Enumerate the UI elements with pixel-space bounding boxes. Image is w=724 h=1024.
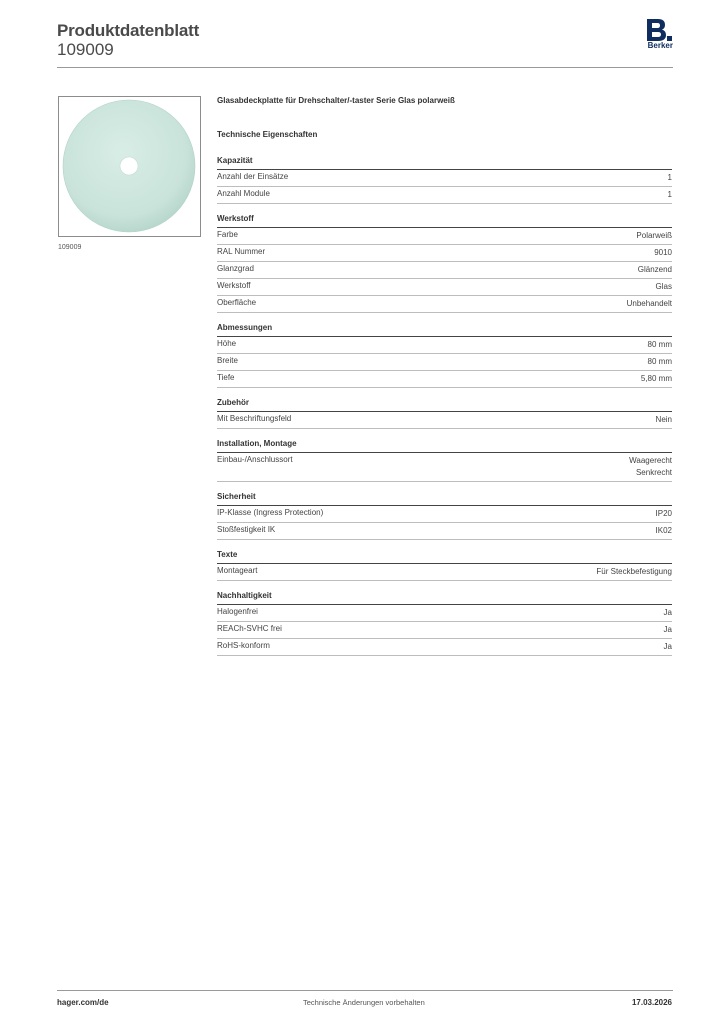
properties-sections [217,156,672,656]
property-label: REACh-SVHC frei [217,624,282,633]
property-value [648,356,672,368]
property-label: Tiefe [217,373,235,382]
property-row [217,337,672,354]
footer-disclaimer: Technische Änderungen vorbehalten [303,998,425,1007]
property-row [217,228,672,245]
property-row [217,187,672,204]
property-section [217,156,672,204]
property-label: Einbau-/Anschlussort [217,455,293,464]
property-value [664,641,672,653]
property-row [217,523,672,540]
property-value-line: 80 mm [647,340,672,349]
property-label: Oberfläche [217,298,257,307]
property-value [656,281,672,293]
property-row [217,245,672,262]
section-title: Abmessungen [217,323,672,337]
property-value-line: Für Steckbefestigung [596,567,672,576]
property-row [217,564,672,581]
property-value-line: 5,80 mm [640,374,672,383]
section-title: Nachhaltigkeit [217,591,672,605]
property-label: Glanzgrad [217,264,254,273]
property-label: Halogenfrei [217,607,258,616]
property-label: RoHS-konform [217,641,270,650]
property-value [654,247,672,259]
section-title: Installation, Montage [217,439,672,453]
property-value [668,189,672,201]
property-value-line: IK02 [655,526,672,535]
property-label: Stoßfestigkeit IK [217,525,276,534]
page-header [57,21,673,67]
property-row [217,605,672,622]
berker-logo [639,18,673,54]
property-label: Werkstoff [217,281,251,290]
property-value-line: 80 mm [647,357,672,366]
property-value-line: Waagerecht [629,456,672,465]
section-title: Sicherheit [217,492,672,506]
property-value [656,508,672,520]
property-value [641,373,672,385]
property-row [217,506,672,523]
property-value-line: 9010 [654,248,672,257]
property-row [217,262,672,279]
property-value-line: 1 [667,190,672,199]
document-title: Produktdatenblatt [57,21,200,40]
footer-date: 17.03.2026 [631,998,672,1007]
property-value-line: Nein [655,415,672,424]
property-value [664,624,672,636]
property-label: Breite [217,356,238,365]
property-row [217,622,672,639]
product-name: Glasabdeckplatte für Drehschalter/-taster Serie Glas polarweiß [217,96,455,105]
product-image [58,96,201,237]
property-row [217,412,672,429]
property-section [217,398,672,429]
property-value-line: Senkrecht [635,468,672,477]
property-value [656,525,672,537]
footer-divider [57,990,673,991]
property-section [217,439,672,482]
property-section [217,323,672,388]
property-section [217,214,672,313]
section-title: Kapazität [217,156,672,170]
header-divider [57,67,673,68]
property-value-line: Polarweiß [636,231,672,240]
property-row [217,639,672,656]
section-title: Zubehör [217,398,672,412]
property-label: Farbe [217,230,238,239]
property-value-line: Ja [663,608,672,617]
section-title: Werkstoff [217,214,672,228]
property-value-line: Unbehandelt [626,299,672,308]
section-title: Texte [217,550,672,564]
property-value-line: Glänzend [637,265,672,274]
property-label: IP-Klasse (Ingress Protection) [217,508,324,517]
property-row [217,279,672,296]
property-value [668,172,672,184]
logo-wordmark: Berker [647,41,673,50]
property-label: Höhe [217,339,237,348]
property-value-line: Glas [655,282,672,291]
property-value-line: Ja [663,642,672,651]
property-label: Montageart [217,566,258,575]
property-row [217,354,672,371]
property-value-line: 1 [667,173,672,182]
property-value [629,455,672,479]
berker-b-icon [639,18,673,42]
cover-plate-illustration [59,97,200,236]
property-value [648,339,672,351]
technical-properties-heading: Technische Eigenschaften [217,130,318,139]
property-value [596,566,672,578]
property-section [217,550,672,581]
property-value [636,230,672,242]
product-details [217,96,672,656]
property-row [217,296,672,313]
property-label: Anzahl der Einsätze [217,172,289,181]
property-row [217,453,672,482]
image-caption: 109009 [58,244,82,251]
property-label: Anzahl Module [217,189,270,198]
property-label: RAL Nummer [217,247,266,256]
property-value [638,264,672,276]
property-row [217,170,672,187]
property-label: Mit Beschriftungsfeld [217,414,292,423]
property-section [217,492,672,540]
document-number: 109009 [57,40,114,59]
property-value [627,298,672,310]
footer-website-link[interactable]: hager.com/de [57,998,109,1007]
property-row [217,371,672,388]
property-value [664,607,672,619]
property-value-line: Ja [663,625,672,634]
property-value-line: IP20 [655,509,672,518]
property-value [656,414,672,426]
property-section [217,591,672,656]
